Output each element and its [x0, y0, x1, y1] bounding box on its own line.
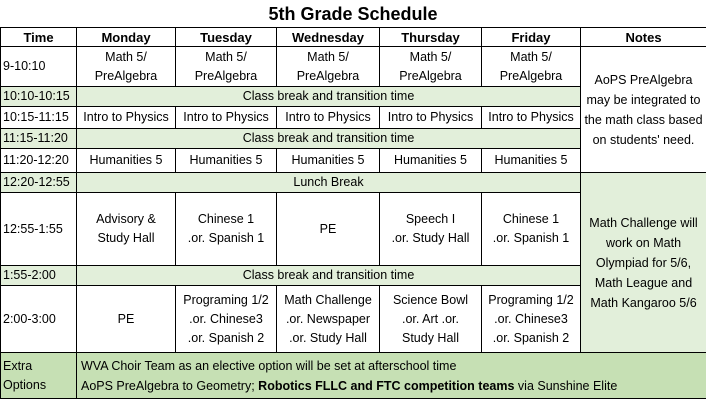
extra-line-2-bold: Robotics FLLC and FTC competition teams — [258, 378, 515, 393]
schedule-cell: Humanities 5 — [176, 149, 277, 173]
schedule-cell: Speech I .or. Study Hall — [380, 193, 482, 266]
time-cell: 10:15-11:15 — [1, 107, 77, 129]
extra-options-row — [1, 353, 706, 399]
schedule-cell: Intro to Physics — [176, 107, 277, 129]
time-cell: 2:00-3:00 — [1, 286, 77, 353]
note-text: AoPS PreAlgebra may be integrated to the math class based on students' need. — [584, 72, 703, 147]
time-cell: 9-10:10 — [1, 47, 77, 87]
schedule-cell: Chinese 1 .or. Spanish 1 — [482, 193, 581, 266]
page-title: 5th Grade Schedule — [268, 4, 438, 24]
schedule-cell: Humanities 5 — [77, 149, 176, 173]
schedule-cell: Chinese 1 .or. Spanish 1 — [176, 193, 277, 266]
schedule-cell: Math 5/ PreAlgebra — [77, 47, 176, 87]
extra-options-label: Extra Options — [1, 353, 77, 399]
header-monday: Monday — [77, 28, 176, 47]
break-cell: Class break and transition time — [77, 87, 581, 107]
schedule-cell: Math 5/ PreAlgebra — [176, 47, 277, 87]
header-time: Time — [1, 28, 77, 47]
table-row — [1, 173, 706, 193]
schedule-cell: Math 5/ PreAlgebra — [380, 47, 482, 87]
time-cell: 1:55-2:00 — [1, 266, 77, 286]
schedule-cell: Intro to Physics — [277, 107, 380, 129]
header-row — [1, 28, 706, 47]
schedule-cell: Humanities 5 — [277, 149, 380, 173]
schedule-cell: PE — [77, 286, 176, 353]
schedule-cell: Humanities 5 — [482, 149, 581, 173]
extra-line-2-end: via Sunshine Elite — [514, 378, 618, 393]
table-row — [1, 47, 706, 87]
note-text: Math Challenge will work on Math Olympiad for 5/6, Math League and Math Kangaroo 5/6 — [589, 215, 698, 310]
time-cell: 12:55-1:55 — [1, 193, 77, 266]
extra-line-2 — [81, 376, 704, 396]
time-cell: 11:20-12:20 — [1, 149, 77, 173]
schedule-cell: PE — [277, 193, 380, 266]
schedule-table — [0, 27, 706, 399]
header-friday: Friday — [482, 28, 581, 47]
notes-cell-2 — [581, 173, 706, 353]
header-notes: Notes — [581, 28, 706, 47]
extra-options-text — [77, 353, 706, 399]
schedule-cell: Programing 1/2 .or. Chinese3 .or. Spanish 2 — [482, 286, 581, 353]
time-cell: 12:20-12:55 — [1, 173, 77, 193]
schedule-cell: Math 5/ PreAlgebra — [482, 47, 581, 87]
schedule-cell: Intro to Physics — [77, 107, 176, 129]
notes-cell-1 — [581, 47, 706, 173]
schedule-cell: Advisory & Study Hall — [77, 193, 176, 266]
schedule-cell: Math 5/ PreAlgebra — [277, 47, 380, 87]
time-cell: 11:15-11:20 — [1, 129, 77, 149]
break-cell: Class break and transition time — [77, 266, 581, 286]
schedule-cell: Math Challenge .or. Newspaper .or. Study Hall — [277, 286, 380, 353]
lunch-cell: Lunch Break — [77, 173, 581, 193]
extra-line-2-plain: AoPS PreAlgebra to Geometry; — [81, 378, 259, 393]
extra-line-1: WVA Choir Team as an elective option will be set at afterschool time — [81, 358, 457, 373]
schedule-cell: Intro to Physics — [482, 107, 581, 129]
schedule-cell: Intro to Physics — [380, 107, 482, 129]
header-tuesday: Tuesday — [176, 28, 277, 47]
header-thursday: Thursday — [380, 28, 482, 47]
time-cell: 10:10-10:15 — [1, 87, 77, 107]
schedule-cell: Humanities 5 — [380, 149, 482, 173]
header-wednesday: Wednesday — [277, 28, 380, 47]
schedule-cell: Programing 1/2 .or. Chinese3 .or. Spanish 2 — [176, 286, 277, 353]
break-cell: Class break and transition time — [77, 129, 581, 149]
schedule-cell: Science Bowl .or. Art .or. Study Hall — [380, 286, 482, 353]
